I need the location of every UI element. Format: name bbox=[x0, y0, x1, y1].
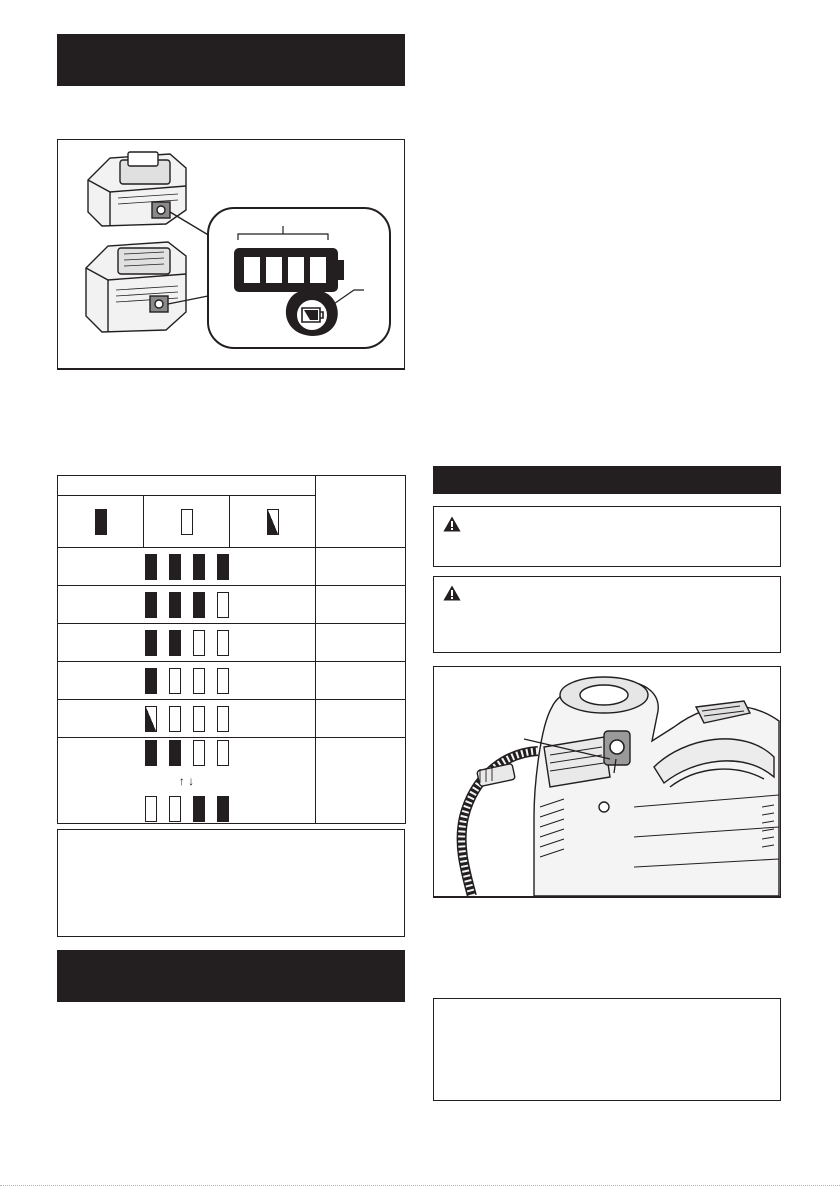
segment-1 bbox=[145, 668, 157, 694]
segment-3 bbox=[193, 668, 205, 694]
segment-3 bbox=[193, 796, 205, 822]
page-bottom-border bbox=[0, 1185, 840, 1186]
figure-machine-switch bbox=[433, 666, 781, 898]
warning-box-1 bbox=[433, 506, 781, 567]
battery-cartridge-large bbox=[86, 242, 186, 332]
segment-3 bbox=[193, 554, 205, 580]
alternating-arrows: ↑ ↓ bbox=[178, 773, 195, 788]
battery-cartridge-illustration bbox=[58, 140, 404, 368]
remaining-3 bbox=[316, 624, 406, 662]
warning-triangle-icon bbox=[443, 516, 461, 532]
battery-level-table bbox=[57, 475, 406, 824]
note-box-left bbox=[57, 829, 405, 937]
section-header-left-top bbox=[57, 34, 405, 86]
segment-4 bbox=[217, 630, 229, 656]
indicator-lamps-header bbox=[58, 476, 316, 496]
segment-4 bbox=[217, 668, 229, 694]
segment-4 bbox=[217, 796, 229, 822]
segment-1 bbox=[145, 592, 157, 618]
segment-1 bbox=[145, 740, 157, 766]
remaining-1 bbox=[316, 548, 406, 586]
level-row-3 bbox=[58, 624, 316, 662]
legend-lit bbox=[58, 496, 144, 548]
segment-3 bbox=[193, 706, 205, 732]
level-row-2 bbox=[58, 586, 316, 624]
segment-1 bbox=[145, 554, 157, 580]
level-row-alternating bbox=[58, 738, 316, 824]
segment-2 bbox=[169, 630, 181, 656]
legend-blinking bbox=[230, 496, 316, 548]
lit-segment-icon bbox=[95, 509, 107, 535]
segment-2 bbox=[169, 592, 181, 618]
segment-2 bbox=[169, 740, 181, 766]
level-row-4 bbox=[58, 662, 316, 700]
remaining-4 bbox=[316, 662, 406, 700]
warning-triangle-icon bbox=[443, 585, 461, 601]
segment-4 bbox=[217, 740, 229, 766]
blinking-segment-icon bbox=[267, 509, 279, 535]
segment-3 bbox=[193, 592, 205, 618]
note-box-right bbox=[433, 998, 781, 1101]
segment-4 bbox=[217, 706, 229, 732]
remaining-capacity-header bbox=[316, 476, 406, 548]
segment-2 bbox=[169, 706, 181, 732]
segment-4 bbox=[217, 592, 229, 618]
segment-3 bbox=[193, 630, 205, 656]
level-row-1 bbox=[58, 548, 316, 586]
section-header-left-bottom bbox=[57, 950, 405, 1002]
battery-cartridge-small bbox=[88, 152, 186, 226]
segment-2 bbox=[169, 668, 181, 694]
remaining-5 bbox=[316, 700, 406, 738]
segment-1 bbox=[145, 630, 157, 656]
segment-2 bbox=[169, 796, 181, 822]
machine-illustration bbox=[434, 667, 780, 896]
level-row-5 bbox=[58, 700, 316, 738]
segment-3 bbox=[193, 740, 205, 766]
warning-box-2 bbox=[433, 576, 781, 653]
segment-2 bbox=[169, 554, 181, 580]
segment-1 bbox=[145, 706, 157, 732]
figure-battery-indicator bbox=[57, 139, 405, 370]
remaining-2 bbox=[316, 586, 406, 624]
legend-off bbox=[144, 496, 230, 548]
segment-4 bbox=[217, 554, 229, 580]
section-header-right bbox=[433, 466, 781, 494]
segment-1 bbox=[145, 796, 157, 822]
off-segment-icon bbox=[181, 509, 193, 535]
remaining-alternating bbox=[316, 738, 406, 824]
